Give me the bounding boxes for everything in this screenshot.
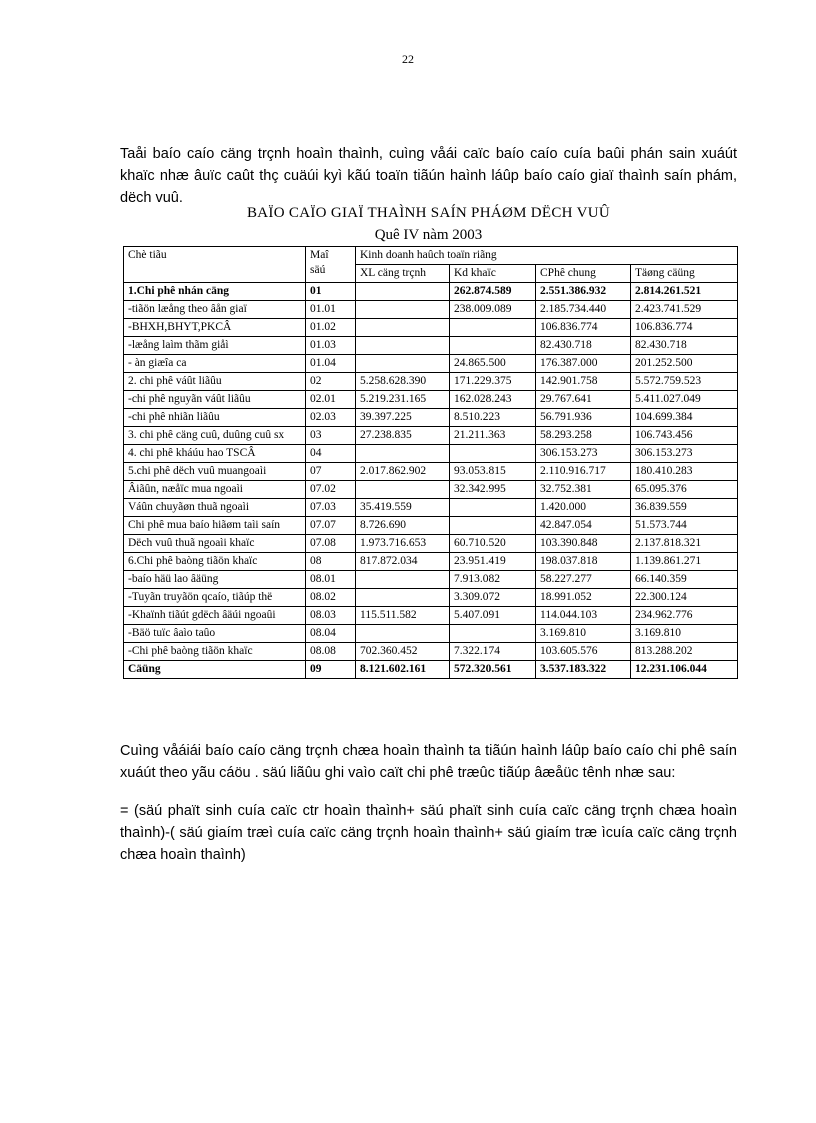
table-header-row [124, 247, 738, 265]
row-code: 01.03 [306, 337, 356, 355]
row-xl: 5.219.231.165 [356, 391, 450, 409]
row-kd: 93.053.815 [450, 463, 536, 481]
row-code: 01.01 [306, 301, 356, 319]
row-label: Dëch vuû thuã ngoaìi khaïc [124, 535, 306, 553]
row-total: 51.573.744 [631, 517, 738, 535]
table-row [124, 535, 738, 553]
row-kd: 21.211.363 [450, 427, 536, 445]
row-label: -Khaïnh tiãút gdëch âäúi ngoaûi [124, 607, 306, 625]
row-code: 07 [306, 463, 356, 481]
row-code: 01.02 [306, 319, 356, 337]
row-xl [356, 319, 450, 337]
row-total: 12.231.106.044 [631, 661, 738, 679]
row-xl: 115.511.582 [356, 607, 450, 625]
row-cp: 32.752.381 [536, 481, 631, 499]
row-kd [450, 517, 536, 535]
table-row [124, 427, 738, 445]
row-label: -Tuyãn truyãön qcaío, tiãúp thë [124, 589, 306, 607]
table-row [124, 481, 738, 499]
row-kd: 572.320.561 [450, 661, 536, 679]
row-code: 07.02 [306, 481, 356, 499]
row-label: -BHXH,BHYT,PKCÂ [124, 319, 306, 337]
table-row [124, 661, 738, 679]
row-label: -Bäö tuïc âaìo taûo [124, 625, 306, 643]
row-total: 2.423.741.529 [631, 301, 738, 319]
row-code: 02.03 [306, 409, 356, 427]
row-total: 5.572.759.523 [631, 373, 738, 391]
table-row [124, 589, 738, 607]
table-row [124, 625, 738, 643]
row-xl [356, 589, 450, 607]
row-cp: 58.293.258 [536, 427, 631, 445]
row-code: 03 [306, 427, 356, 445]
row-cp: 176.387.000 [536, 355, 631, 373]
row-code: 08.02 [306, 589, 356, 607]
row-xl [356, 445, 450, 463]
paragraph-3: = (säú phaït sinh cuía caïc ctr hoaìn thaình+ säú phaït sinh cuía caïc cäng trçnh chæa hoaìn thaình)-( säú giaím træì cuía caïc cäng trçnh hoaìn thaình+ säú giaím træ ìcuía caïc cäng trçnh chæa hoaìn thaình) [120, 803, 737, 863]
row-total: 2.137.818.321 [631, 535, 738, 553]
header-indicator: Chè tiãu [124, 247, 306, 283]
header-cp: CPhê chung [536, 265, 631, 283]
row-total: 106.743.456 [631, 427, 738, 445]
row-total: 82.430.718 [631, 337, 738, 355]
row-cp: 42.847.054 [536, 517, 631, 535]
row-kd [450, 319, 536, 337]
row-xl: 817.872.034 [356, 553, 450, 571]
report-subtitle: Quê IV nàm 2003 [374, 227, 483, 243]
table-row [124, 337, 738, 355]
row-cp: 142.901.758 [536, 373, 631, 391]
row-cp: 114.044.103 [536, 607, 631, 625]
row-code: 08.01 [306, 571, 356, 589]
row-cp: 82.430.718 [536, 337, 631, 355]
row-total: 180.410.283 [631, 463, 738, 481]
row-label: Cäüng [124, 661, 306, 679]
row-xl: 8.726.690 [356, 517, 450, 535]
table-row [124, 373, 738, 391]
report-title: BAÏO CAÏO GIAÏ THAÌNH SAÍN PHÁØM DËCH VUÛ [247, 205, 610, 221]
intro-paragraph: Taåi baío caío cäng trçnh hoaìn thaình, cuìng våái caïc baío caío cuía baûi phán sain xuáút khaïc nhæ âuïc caût thç cuäúi kyì kãú toaïn tiãún haình láûp baío caío giaï thaình saín phám, dëch vuû. [120, 146, 737, 206]
table-row [124, 445, 738, 463]
header-xl: XL cäng trçnh [356, 265, 450, 283]
row-label: - àn giæîa ca [124, 355, 306, 373]
row-cp: 2.110.916.717 [536, 463, 631, 481]
row-kd: 32.342.995 [450, 481, 536, 499]
row-total: 22.300.124 [631, 589, 738, 607]
row-code: 08 [306, 553, 356, 571]
row-kd: 238.009.089 [450, 301, 536, 319]
table-row [124, 571, 738, 589]
row-label: -læång laìm thãm giåì [124, 337, 306, 355]
row-xl: 2.017.862.902 [356, 463, 450, 481]
row-cp: 2.551.386.932 [536, 283, 631, 301]
table-row [124, 355, 738, 373]
row-code: 01.04 [306, 355, 356, 373]
row-label: -chi phê nhiãn liãûu [124, 409, 306, 427]
row-cp: 18.991.052 [536, 589, 631, 607]
row-xl: 5.258.628.390 [356, 373, 450, 391]
row-label: 6.Chi phê baòng tiãön khaïc [124, 553, 306, 571]
row-total: 3.169.810 [631, 625, 738, 643]
row-label: 3. chi phê cäng cuû, duûng cuû sx [124, 427, 306, 445]
row-cp: 3.537.183.322 [536, 661, 631, 679]
table-row [124, 409, 738, 427]
page-number: 22 [402, 52, 414, 66]
row-code: 08.04 [306, 625, 356, 643]
row-total: 106.836.774 [631, 319, 738, 337]
row-label: Âiãûn, næåïc mua ngoaìi [124, 481, 306, 499]
row-code: 08.03 [306, 607, 356, 625]
row-cp: 58.227.277 [536, 571, 631, 589]
row-code: 08.08 [306, 643, 356, 661]
row-xl: 8.121.602.161 [356, 661, 450, 679]
row-xl [356, 337, 450, 355]
row-total: 201.252.500 [631, 355, 738, 373]
header-kd: Kd khaïc [450, 265, 536, 283]
row-code: 09 [306, 661, 356, 679]
row-cp: 1.420.000 [536, 499, 631, 517]
row-cp: 306.153.273 [536, 445, 631, 463]
row-total: 5.411.027.049 [631, 391, 738, 409]
row-kd: 7.322.174 [450, 643, 536, 661]
row-xl: 35.419.559 [356, 499, 450, 517]
header-code-line2: säú [310, 264, 326, 276]
table-row [124, 391, 738, 409]
row-xl [356, 625, 450, 643]
row-kd: 23.951.419 [450, 553, 536, 571]
row-code: 04 [306, 445, 356, 463]
row-xl: 27.238.835 [356, 427, 450, 445]
table-row [124, 553, 738, 571]
header-code [306, 247, 356, 283]
row-total: 2.814.261.521 [631, 283, 738, 301]
row-code: 07.08 [306, 535, 356, 553]
row-total: 1.139.861.271 [631, 553, 738, 571]
row-cp: 3.169.810 [536, 625, 631, 643]
table-row [124, 607, 738, 625]
row-code: 07.03 [306, 499, 356, 517]
row-xl [356, 481, 450, 499]
row-kd: 8.510.223 [450, 409, 536, 427]
row-kd: 162.028.243 [450, 391, 536, 409]
row-kd [450, 625, 536, 643]
row-code: 01 [306, 283, 356, 301]
row-total: 306.153.273 [631, 445, 738, 463]
row-xl: 1.973.716.653 [356, 535, 450, 553]
row-xl [356, 283, 450, 301]
table-row [124, 283, 738, 301]
header-group: Kinh doanh haûch toaïn riãng [356, 247, 738, 265]
row-kd: 24.865.500 [450, 355, 536, 373]
row-kd: 60.710.520 [450, 535, 536, 553]
row-kd [450, 499, 536, 517]
row-label: -Chi phê baòng tiãön khaïc [124, 643, 306, 661]
row-code: 02 [306, 373, 356, 391]
row-cp: 198.037.818 [536, 553, 631, 571]
table-row [124, 463, 738, 481]
table-row [124, 301, 738, 319]
row-kd [450, 445, 536, 463]
row-total: 813.288.202 [631, 643, 738, 661]
row-label: 4. chi phê kháúu hao TSCÂ [124, 445, 306, 463]
row-total: 234.962.776 [631, 607, 738, 625]
row-total: 65.095.376 [631, 481, 738, 499]
row-total: 104.699.384 [631, 409, 738, 427]
row-label: 5.chi phê dëch vuû muangoaìi [124, 463, 306, 481]
row-cp: 56.791.936 [536, 409, 631, 427]
table-row [124, 499, 738, 517]
table-row [124, 319, 738, 337]
row-label: 1.Chi phê nhán cäng [124, 283, 306, 301]
row-label: -tiãön læång theo âån giaï [124, 301, 306, 319]
table-row [124, 643, 738, 661]
header-code-line1: Maî [310, 249, 329, 261]
header-total: Täøng cäüng [631, 265, 738, 283]
row-label: -chi phê nguyãn váût liãûu [124, 391, 306, 409]
paragraph-2: Cuìng våáiái baío caío cäng trçnh chæa hoaìn thaình ta tiãún haình láûp baío caío chi phê saín xuáút theo yãu cáöu . säú liãûu ghi vaìo caït chi phê træûc tiãúp âæåüc tênh nhæ sau: [120, 743, 737, 781]
row-code: 07.07 [306, 517, 356, 535]
table-row [124, 517, 738, 535]
row-total: 36.839.559 [631, 499, 738, 517]
row-cp: 2.185.734.440 [536, 301, 631, 319]
row-label: 2. chi phê váût liãûu [124, 373, 306, 391]
row-xl [356, 571, 450, 589]
row-xl: 702.360.452 [356, 643, 450, 661]
row-kd: 5.407.091 [450, 607, 536, 625]
row-kd: 3.309.072 [450, 589, 536, 607]
row-cp: 103.390.848 [536, 535, 631, 553]
row-cp: 29.767.641 [536, 391, 631, 409]
row-label: -baío häü lao âäüng [124, 571, 306, 589]
row-cp: 106.836.774 [536, 319, 631, 337]
row-xl: 39.397.225 [356, 409, 450, 427]
row-total: 66.140.359 [631, 571, 738, 589]
cost-report-table [123, 246, 738, 679]
row-label: Váûn chuyãøn thuã ngoaìi [124, 499, 306, 517]
row-xl [356, 301, 450, 319]
row-kd [450, 337, 536, 355]
row-kd: 7.913.082 [450, 571, 536, 589]
row-kd: 171.229.375 [450, 373, 536, 391]
row-xl [356, 355, 450, 373]
row-kd: 262.874.589 [450, 283, 536, 301]
row-code: 02.01 [306, 391, 356, 409]
row-cp: 103.605.576 [536, 643, 631, 661]
row-label: Chi phê mua baío hiãøm taìi saín [124, 517, 306, 535]
